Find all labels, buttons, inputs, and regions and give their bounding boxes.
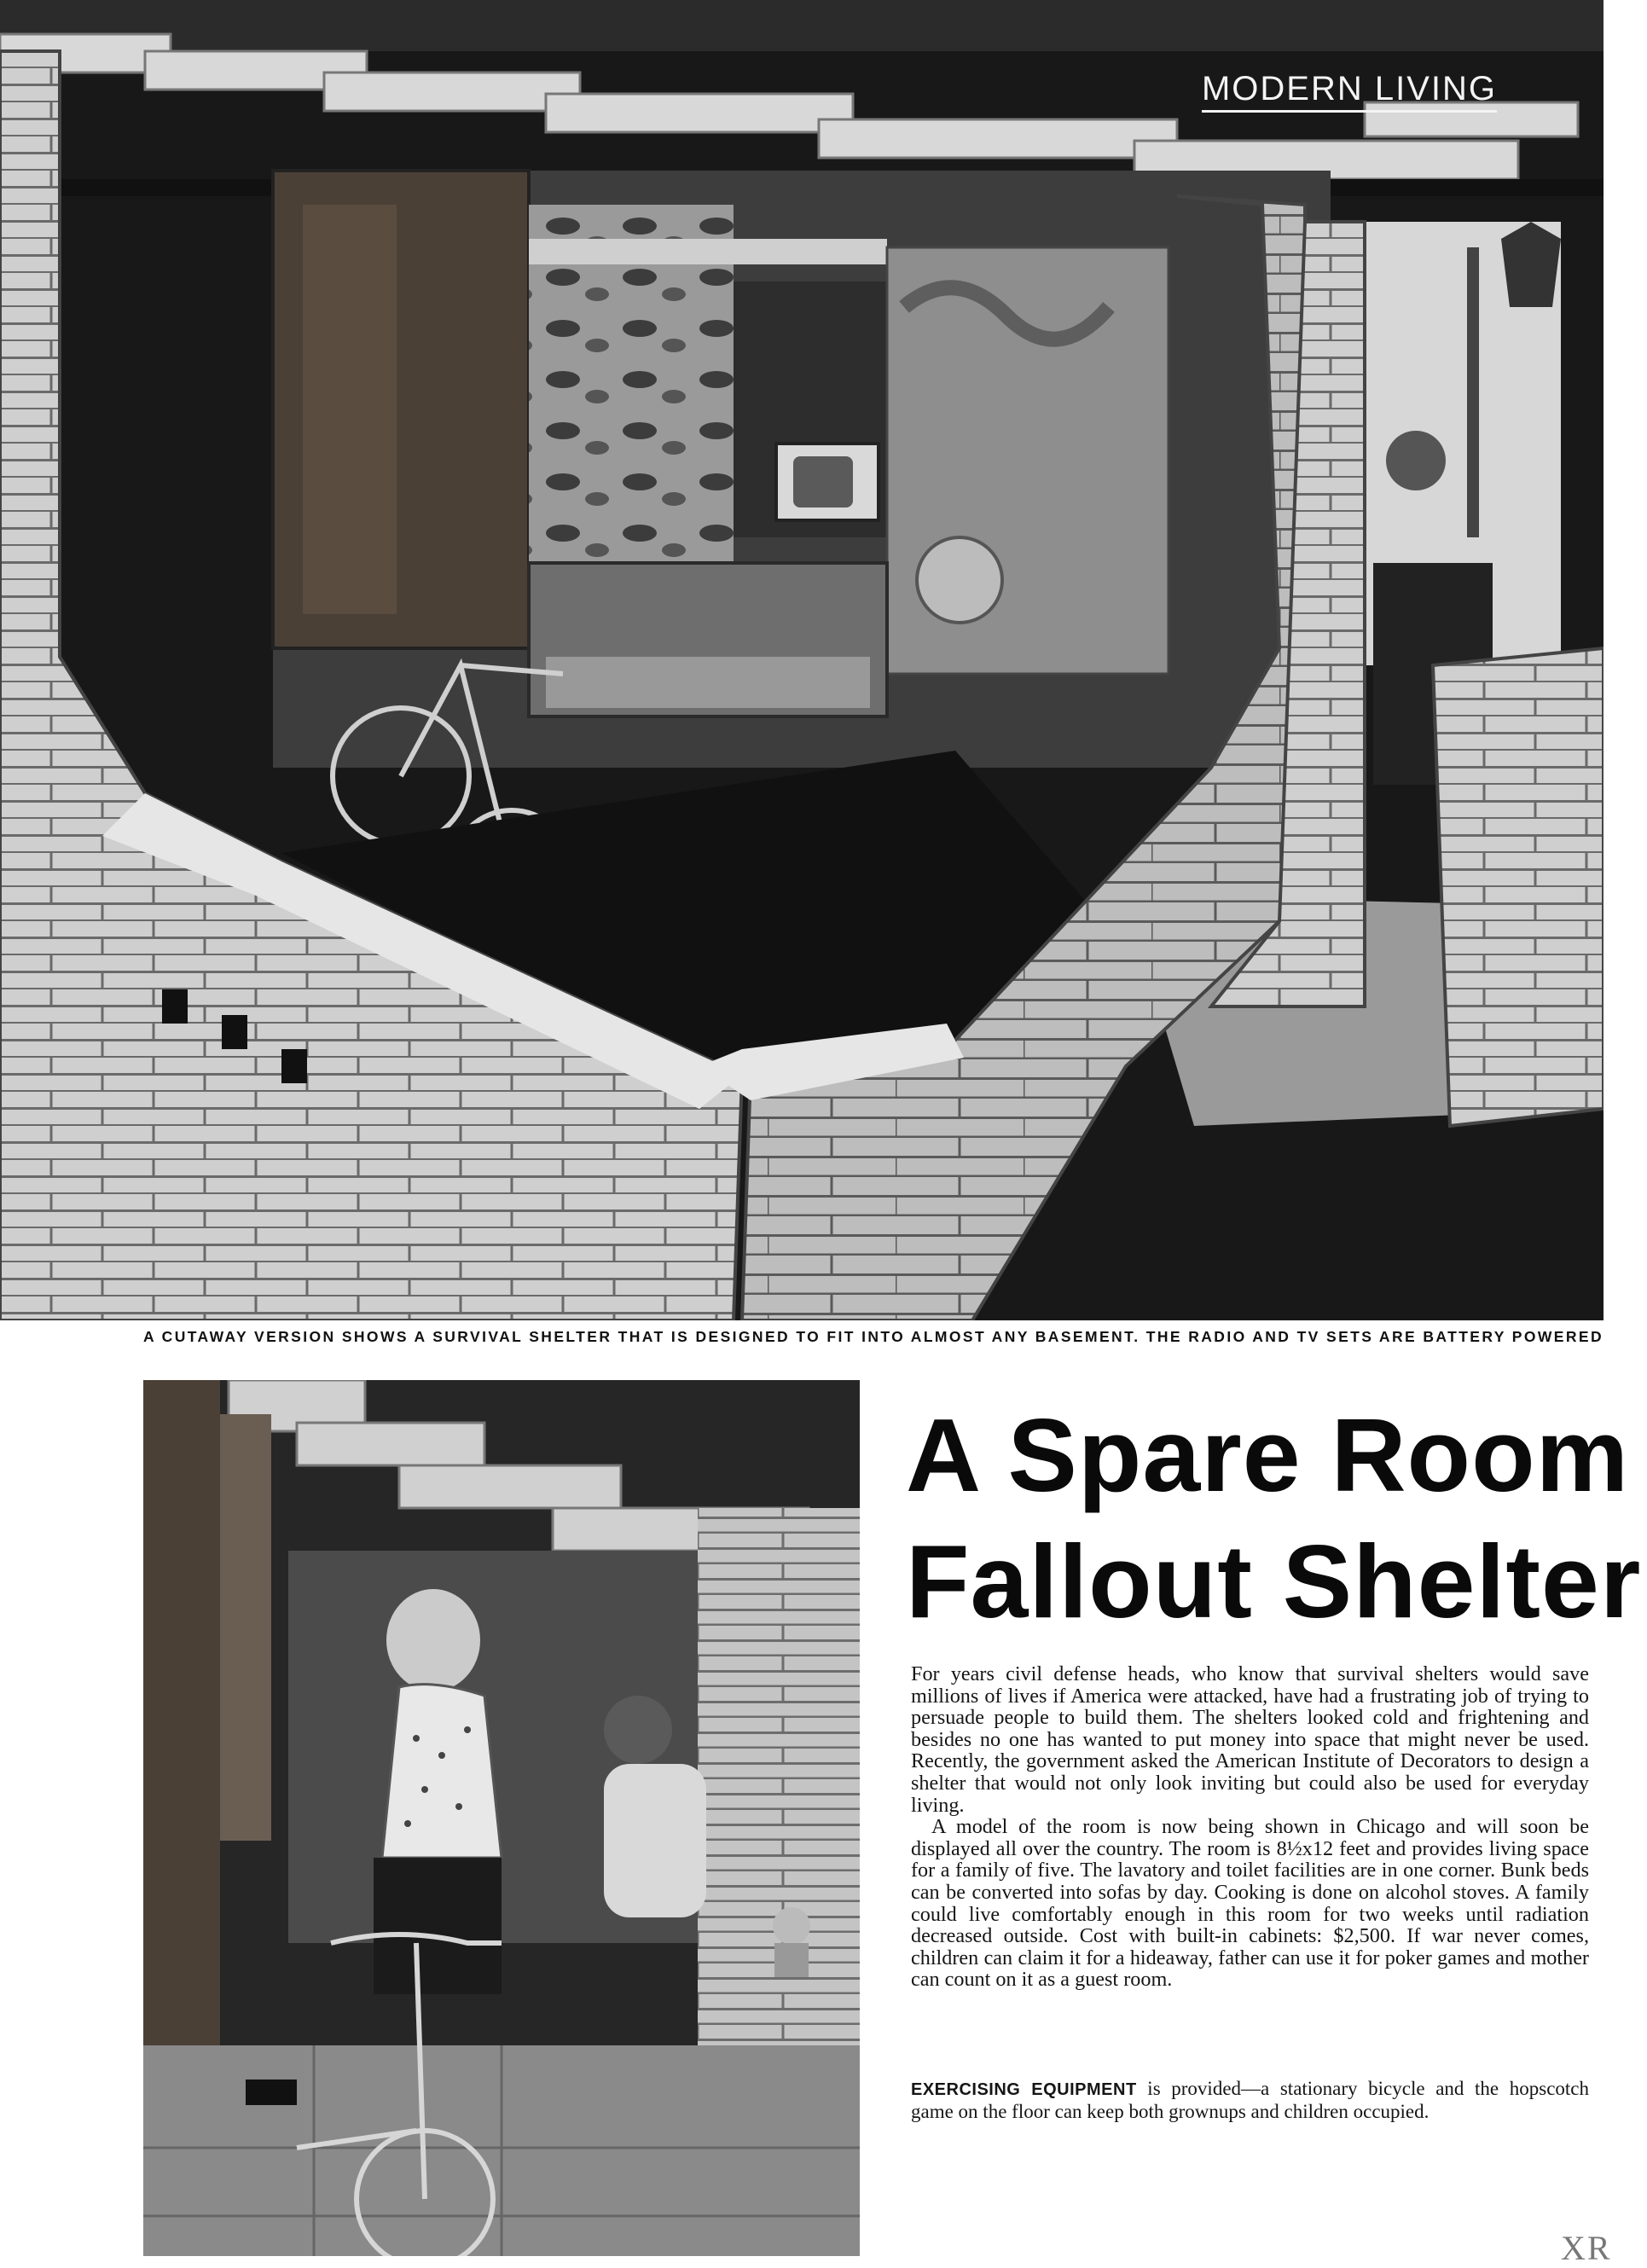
caption-text: is provided—a stationary bicycle and the hopscotch game on the floor can keep both grownups and children occupied.: [911, 2078, 1589, 2122]
exercise-photo-caption: [911, 2078, 1589, 2123]
headline: [906, 1392, 1642, 1644]
body-paragraph-1: For years civil defense heads, who know that survival shelters would save millions of lives if America were attacked, have had a frustrating job of trying to persuade people to build them. The shelters looked cold and frightening and besides no one has wanted to put money into space that might never be used. Recently, the government asked the American Institute of Decorators to design a shelter that would not only look inviting but could also be used for everyday living.: [911, 1662, 1589, 1817]
headline-line-2: Fallout Shelter: [906, 1523, 1642, 1639]
article-body: [911, 1663, 1589, 1991]
section-label: MODERN LIVING: [1202, 70, 1497, 113]
body-paragraph-2: A model of the room is now being shown in Chicago and will soon be displayed all over the country. The room is 8½x12 feet and provides living space for a family of five. The lavatory and toilet facilities are in one corner. Bunk beds can be converted into sofas by day. Cooking is done on alcohol stoves. A family could live comfortably enough in this room for two weeks until radiation decreased outside. Cost with built-in cabinets: $2,500. If war never comes, children can claim it for a hideaway, father can use it for poker games and mother can count on it as a guest room.: [911, 1815, 1589, 1992]
watermark: XR: [1561, 2229, 1612, 2267]
headline-line-1: A Spare Room: [906, 1397, 1630, 1513]
exercise-bicycle-illustration: [143, 1380, 860, 2256]
top-photo-caption: A CUTAWAY VERSION SHOWS A SURVIVAL SHELTER THAT IS DESIGNED TO FIT INTO ALMOST ANY BASEMENT. THE RADIO AND TV SETS ARE BATTERY POWERED: [143, 1328, 1604, 1345]
exercise-bicycle-photo: [143, 1380, 860, 2256]
caption-lead: EXERCISING EQUIPMENT: [911, 2080, 1137, 2099]
